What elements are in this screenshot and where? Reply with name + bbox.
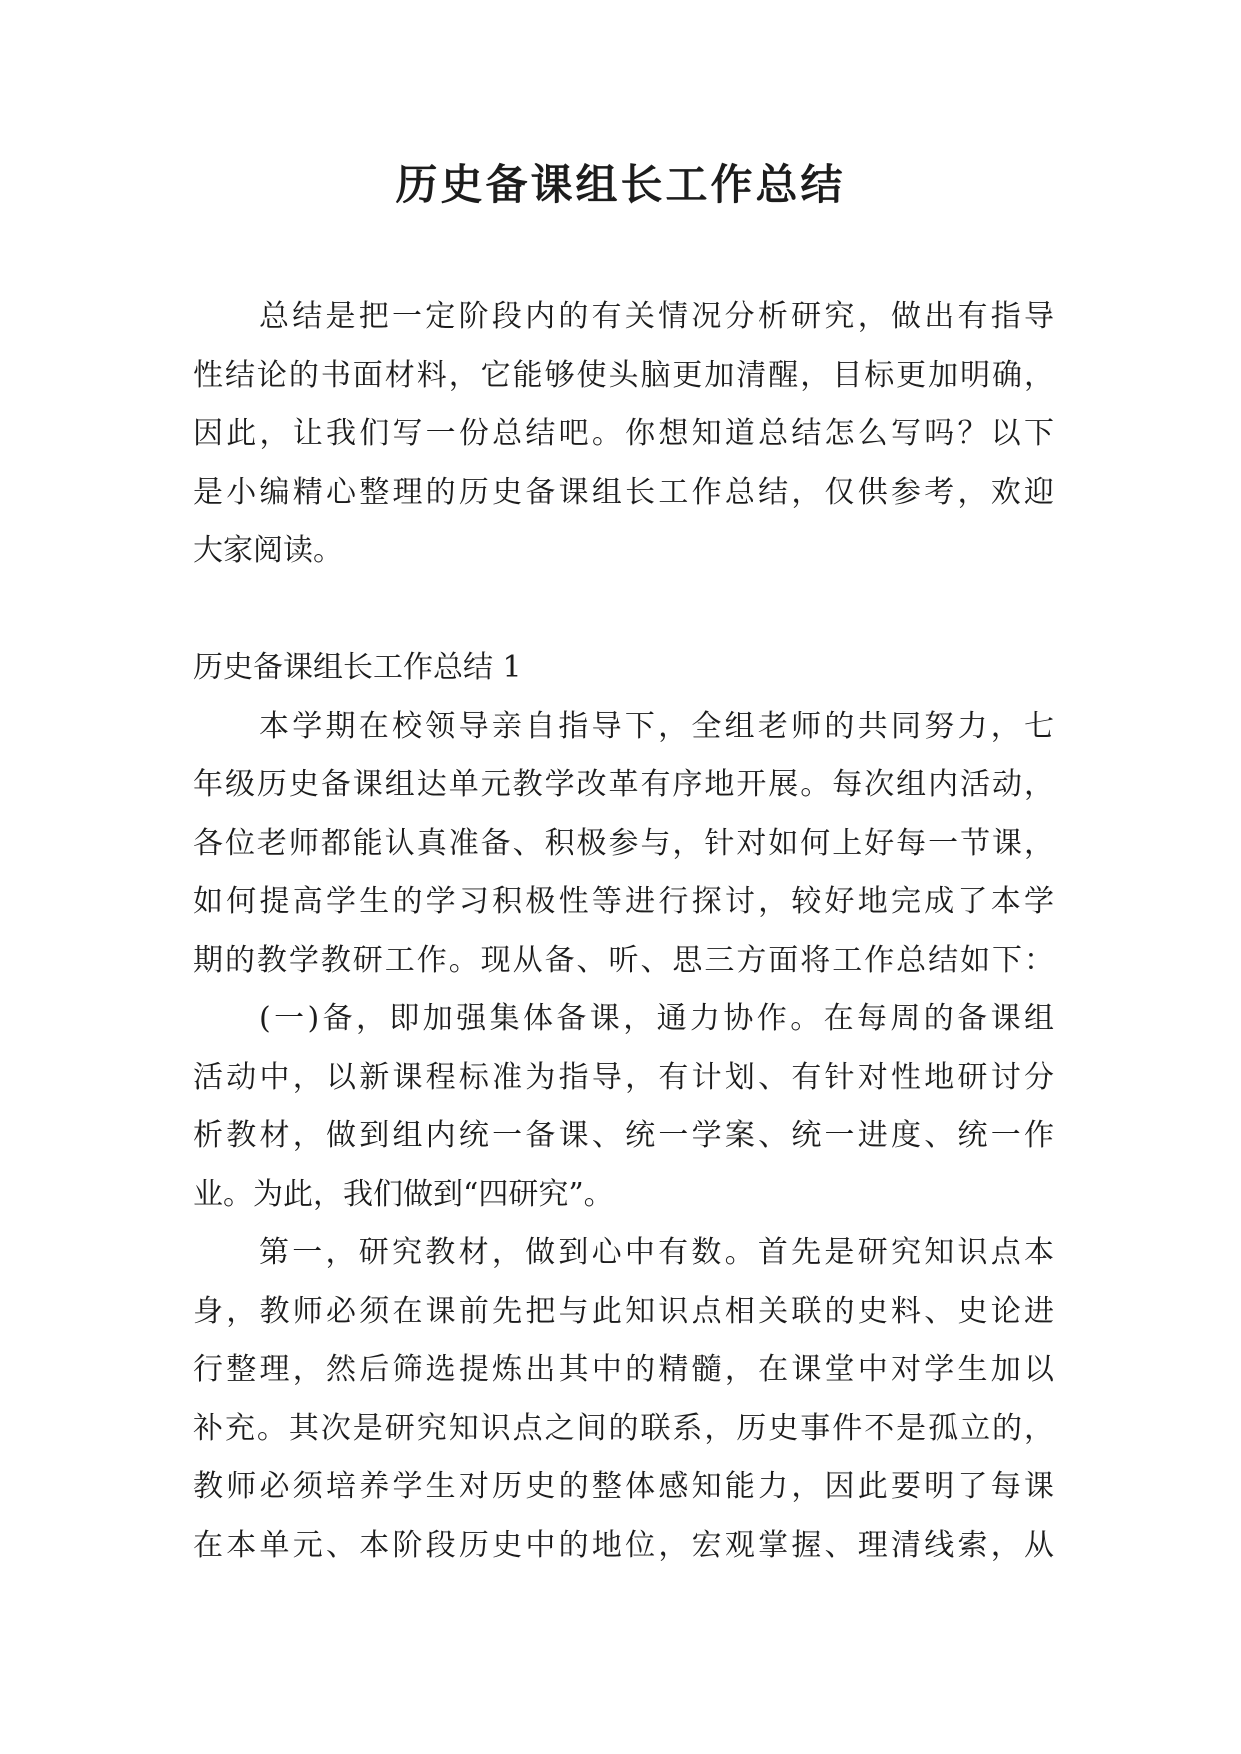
text-line: 是小编精心整理的历史备课组长工作总结，仅供参考，欢迎 (193, 474, 1054, 510)
intro-paragraph (193, 288, 1054, 581)
text-line: 在本单元、本阶段历史中的地位，宏观掌握、理清线索，从 (193, 1527, 1054, 1563)
body-paragraph (193, 698, 1054, 991)
text-line: 第一，研究教材，做到心中有数。首先是研究知识点本 (259, 1235, 1054, 1270)
text-line: 期的教学教研工作。现从备、听、思三方面将工作总结如下： (193, 942, 1054, 978)
blank-line (193, 581, 1054, 640)
text-line: 总结是把一定阶段内的有关情况分析研究，做出有指导 (259, 299, 1054, 334)
text-line: 活动中，以新课程标准为指导，有计划、有针对性地研讨分 (193, 1059, 1054, 1095)
text-line: 身，教师必须在课前先把与此知识点相关联的史料、史论进 (193, 1293, 1054, 1329)
body-paragraph (193, 990, 1054, 1224)
text-line: 年级历史备课组达单元教学改革有序地开展。每次组内活动， (193, 767, 1054, 802)
document-body (193, 288, 1054, 1575)
text-line: (一)备，即加强集体备课，通力协作。在每周的备课组 (259, 1001, 1054, 1036)
text-line: 如何提高学生的学习积极性等进行探讨，较好地完成了本学 (193, 884, 1054, 919)
text-line: 补充。其次是研究知识点之间的联系，历史事件不是孤立的， (193, 1410, 1054, 1446)
text-line: 性结论的书面材料，它能够使头脑更加清醒，目标更加明确， (193, 357, 1054, 393)
document-title: 历史备课组长工作总结 (395, 160, 846, 209)
text-line: 教师必须培养学生对历史的整体感知能力，因此要明了每课 (193, 1469, 1054, 1504)
text-line: 各位老师都能认真准备、积极参与，针对如何上好每一节课， (193, 825, 1054, 861)
text-line: 因此，让我们写一份总结吧。你想知道总结怎么写吗？以下 (193, 416, 1054, 451)
text-line: 业。为此，我们做到“四研究”。 (193, 1176, 614, 1212)
text-line: 本学期在校领导亲自指导下，全组老师的共同努力，七 (259, 708, 1054, 744)
body-paragraph (193, 1224, 1054, 1575)
text-line: 大家阅读。 (193, 533, 343, 568)
section-heading: 历史备课组长工作总结 1 (193, 650, 522, 685)
text-line: 行整理，然后筛选提炼出其中的精髓，在课堂中对学生加以 (193, 1352, 1054, 1387)
text-line: 析教材，做到组内统一备课、统一学案、统一进度、统一作 (193, 1118, 1054, 1153)
